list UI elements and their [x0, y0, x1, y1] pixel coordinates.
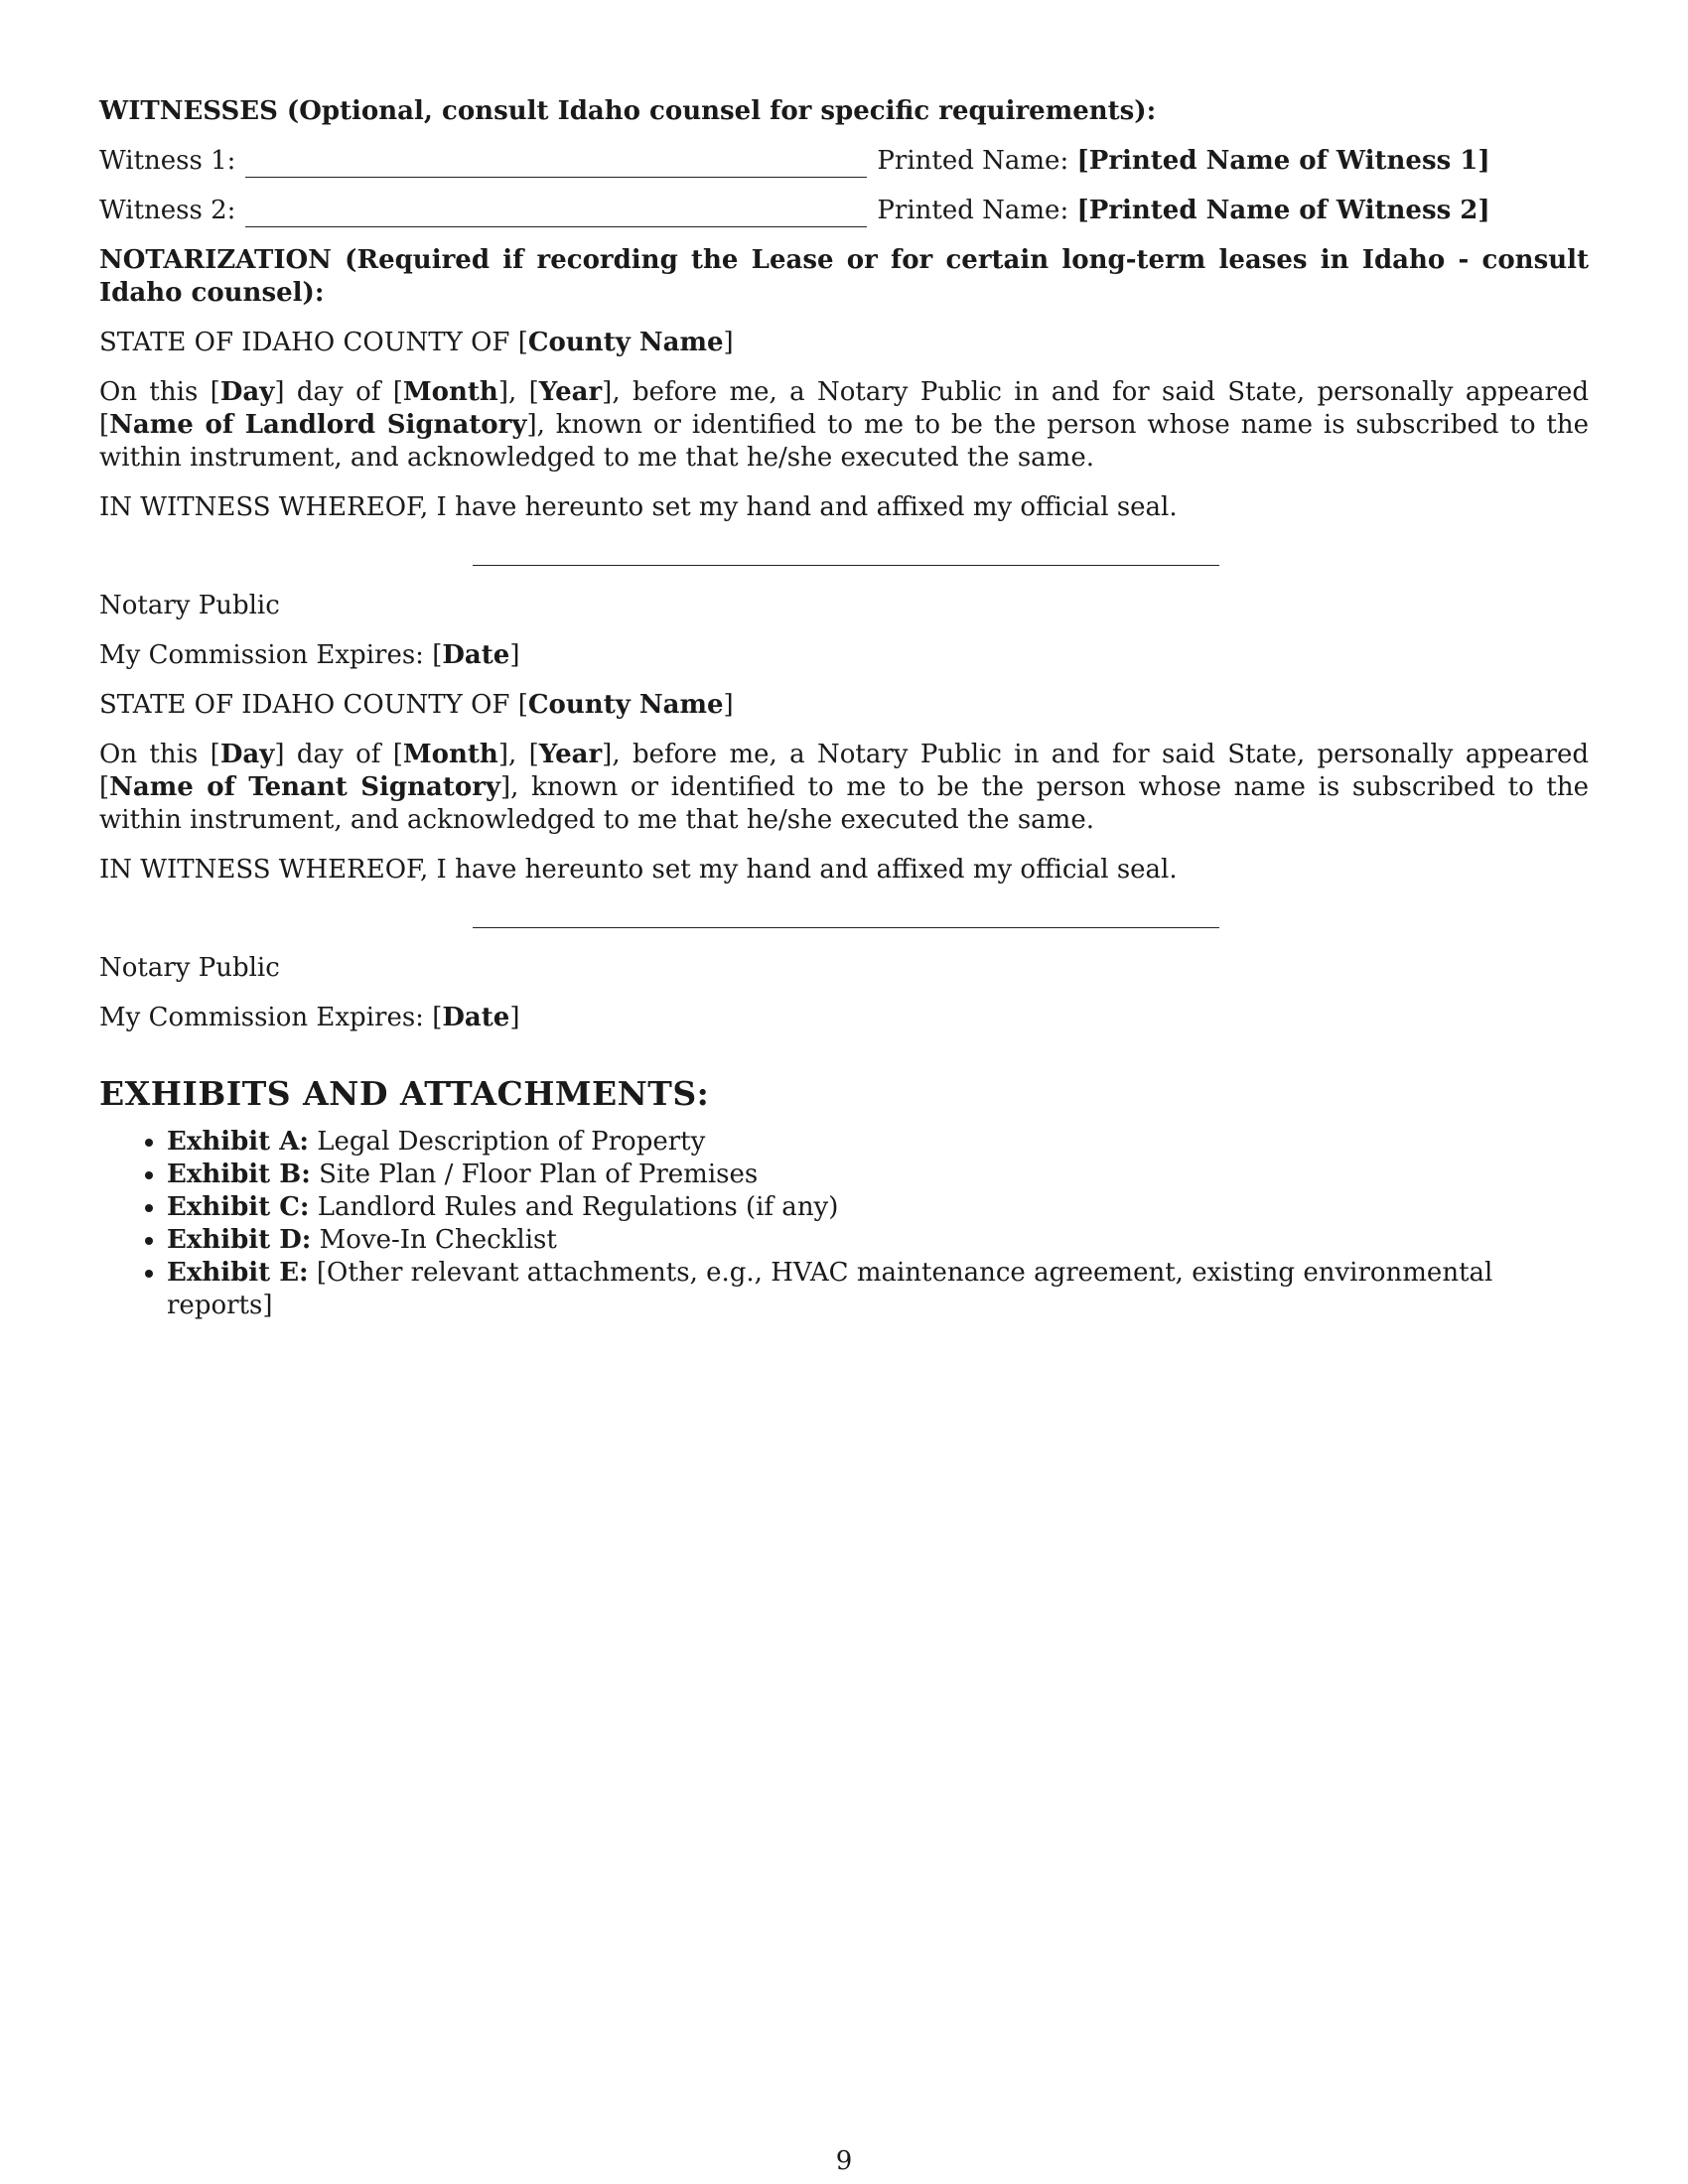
witness-2-signature-line[interactable] [245, 203, 867, 227]
list-item: • Exhibit D: Move-In Checklist [167, 1224, 1589, 1257]
witness-1-row [99, 145, 1589, 178]
notary-public-label: Notary Public [99, 953, 280, 983]
list-item: • Exhibit A: Legal Description of Property [167, 1126, 1589, 1159]
notary-signature-line[interactable] [473, 565, 1219, 566]
witnesses-heading: WITNESSES (Optional, consult Idaho counsel for specific requirements): [99, 96, 1157, 126]
witness-whereof-text: IN WITNESS WHEREOF, I have hereunto set my hand and affixed my official seal. [99, 492, 1178, 522]
witness-whereof-text: IN WITNESS WHEREOF, I have hereunto set my hand and affixed my official seal. [99, 855, 1178, 885]
page-number: 9 [835, 2146, 853, 2176]
document-page [99, 95, 1589, 1322]
commission-expires: My Commission Expires: [Date] [99, 640, 520, 670]
witness-label: Witness 1: [99, 146, 236, 176]
commission-expires: My Commission Expires: [Date] [99, 1003, 520, 1032]
list-item: • Exhibit E: [Other relevant attachments, e.g., HVAC maintenance agreement, existing environmental reports] [167, 1257, 1589, 1322]
printed-name-placeholder: [Printed Name of Witness 1] [1076, 146, 1490, 176]
state-county-line: STATE OF IDAHO COUNTY OF [County Name] [99, 328, 734, 357]
notary-public-label: Notary Public [99, 591, 280, 620]
printed-name-label: Printed Name: [877, 146, 1069, 176]
notarization-heading: NOTARIZATION (Required if recording the Lease or for certain long-term leases in Idaho - consult Idaho counsel): [99, 245, 1589, 308]
witness-2-row [99, 195, 1589, 227]
printed-name-label: Printed Name: [877, 196, 1069, 225]
state-county-line: STATE OF IDAHO COUNTY OF [County Name] [99, 690, 734, 720]
exhibits-list [99, 1126, 1589, 1322]
list-item: • Exhibit B: Site Plan / Floor Plan of Premises [167, 1159, 1589, 1191]
exhibits-heading: EXHIBITS AND ATTACHMENTS: [99, 1074, 710, 1113]
witness-1-signature-line[interactable] [245, 153, 867, 178]
notary-signature-line[interactable] [473, 927, 1219, 928]
witness-label: Witness 2: [99, 196, 236, 225]
acknowledgment-paragraph: On this [Day] day of [Month], [Year], before me, a Notary Public in and for said State, personally appeared [Name of Tenant Signatory], known or identified to me to be the person whose name is subscribed to the within instrument, and acknowledged to me that he/she executed the same. [99, 740, 1589, 835]
list-item: • Exhibit C: Landlord Rules and Regulations (if any) [167, 1191, 1589, 1224]
acknowledgment-paragraph: On this [Day] day of [Month], [Year], before me, a Notary Public in and for said State, personally appeared [Name of Landlord Signatory], known or identified to me to be the person whose name is subscribed to the within instrument, and acknowledged to me that he/she executed the same. [99, 377, 1589, 473]
printed-name-placeholder: [Printed Name of Witness 2] [1076, 196, 1490, 225]
